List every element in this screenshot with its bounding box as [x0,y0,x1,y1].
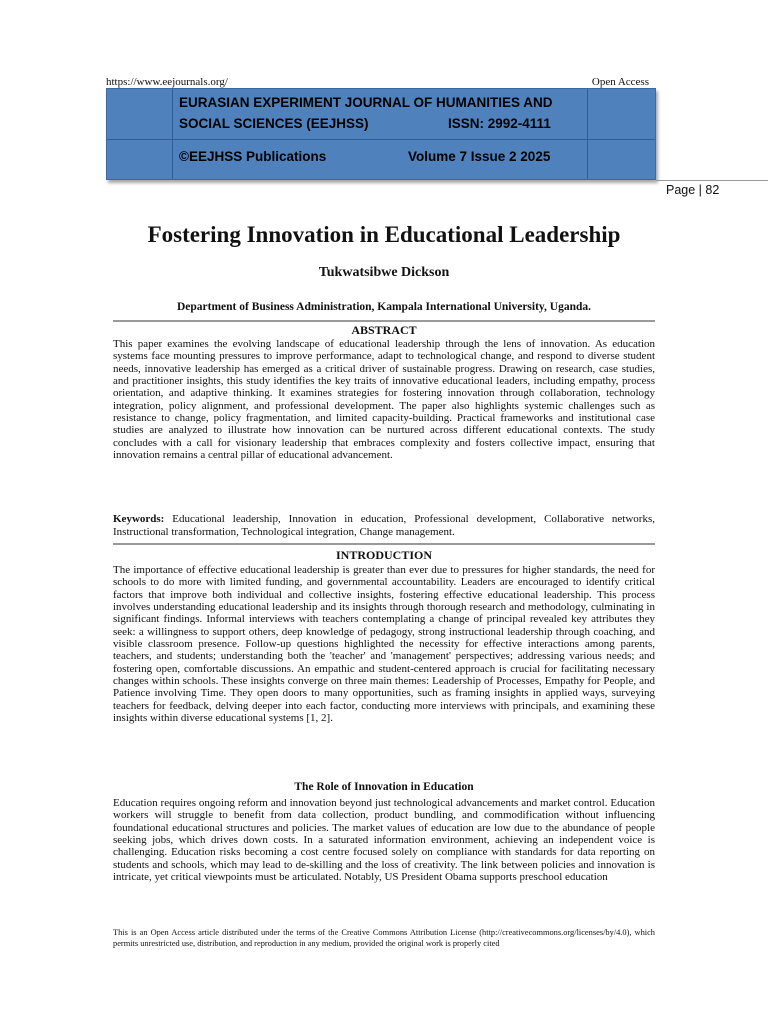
journal-banner [106,88,656,180]
role-section-text: Education requires ongoing reform and innovation beyond just technological advancements and market control. Education workers will struggle to benefit from data collection, product bundling, and commodification without influencing foundational educational structures and policies. The market values of education are low due to the abundance of people seeking jobs, which drives down costs. In a saturated information environment, achieving an independent voice is challenging. Education risks becoming a cost centre focused solely on compliance with standards for data reporting on students and schools, which may lead to de-skilling and the loss of creativity. The link between policies and innovation is intricate, yet critical viewpoints must be articulated. Notably, US President Obama supports preschool education [113,797,655,884]
keywords [113,513,655,539]
introduction-top-rule [113,543,655,545]
issn: ISSN: 2992-4111 [448,116,551,131]
page-number: Page | 82 [666,183,720,197]
running-header [106,76,649,88]
author-affiliation: Department of Business Administration, Kampala International University, Uganda. [176,301,592,313]
introduction-heading: INTRODUCTION [335,548,432,562]
banner-divider-right [587,89,588,179]
banner-divider-middle [107,139,655,140]
introduction-text: The importance of effective educational leadership is greater than ever due to pressures for higher standards, the need for schools to do more with limited funding, and governmental accountability. Leaders are encouraged to identify critical factors that improve both individual and collective insights, fostering effective educational leadership. This process involves understanding educational leadership and its insights through thorough research and methodology, culminating in significant findings. Informal interviews with teachers contemplating a change of principal revealed key attributes they seek: a willingness to support others, deep knowledge of pedagogy, strong instructional leadership through coaching, and visible classroom presence. Follow-up questions highlighted the necessity for effective interactions among parents, teachers, and students; understanding both the 'teacher' and 'management' perspectives; addressing various needs; and fostering open, comfortable discussions. An empathic and student-centered approach is crucial for facilitating necessary changes within schools. These insights converge on three main themes: Leadership of Processes, Empathy for People, and Patience involving Time. They open doors to many opportunities, such as framing insights in applied ways, surveying teachers for feedback, delving deeper into each factor, conducting more interviews with principals, and examining these insights within diverse educational systems [1, 2]. [113,564,655,725]
journal-name-line1: EURASIAN EXPERIMENT JOURNAL OF HUMANITIES AND [179,95,553,110]
author-name: Tukwatsibwe Dickson [318,265,450,280]
abstract-text: This paper examines the evolving landscape of educational leadership through the lens of innovation. As education systems face mounting pressures to improve performance, adapt to technological change, and respond to diverse student needs, innovative leadership has emerged as a critical driver of sustainable progress. Drawing on research, case studies, and practitioner insights, this study identifies the key traits of innovative educational leaders, including empathy, process orientation, and adaptive thinking. It examines strategies for fostering innovation through collaboration, technology integration, policy alignment, and professional development. The paper also highlights systemic challenges such as resistance to change, policy fragmentation, and limited capacity-building. Practical frameworks and institutional case studies are analyzed to illustrate how innovation can be nurtured across different educational contexts. The study concludes with a call for visionary leadership that embraces complexity and fosters collective impact, ensuring that innovation remains a central pillar of educational advancement. [113,338,655,462]
publisher: ©EEJHSS Publications [179,149,327,164]
license-footnote: This is an Open Access article distributed under the terms of the Creative Commons Attribution License (http://creativecommons.org/licenses/by/4.0), which permits unrestricted use, distribution, and reproduction in any medium, provided the original work is properly cited [113,928,655,948]
keywords-list: Educational leadership, Innovation in education, Professional development, Collaborative networks, Instructional transformation, Technological integration, Change management. [113,513,655,538]
journal-name-line2: SOCIAL SCIENCES (EEJHSS) [179,116,369,131]
article-title: Fostering Innovation in Educational Leadership [147,222,621,247]
abstract-heading: ABSTRACT [351,323,417,337]
volume-issue: Volume 7 Issue 2 2025 [408,149,551,164]
open-access-label: Open Access [591,76,649,88]
abstract-top-rule [113,320,655,322]
role-section-heading: The Role of Innovation in Education [294,781,474,793]
journal-url[interactable]: https://www.eejournals.org/ [106,76,228,88]
banner-divider-left [172,89,173,179]
page-number-rule [656,180,768,181]
keywords-label: Keywords: [113,513,165,525]
